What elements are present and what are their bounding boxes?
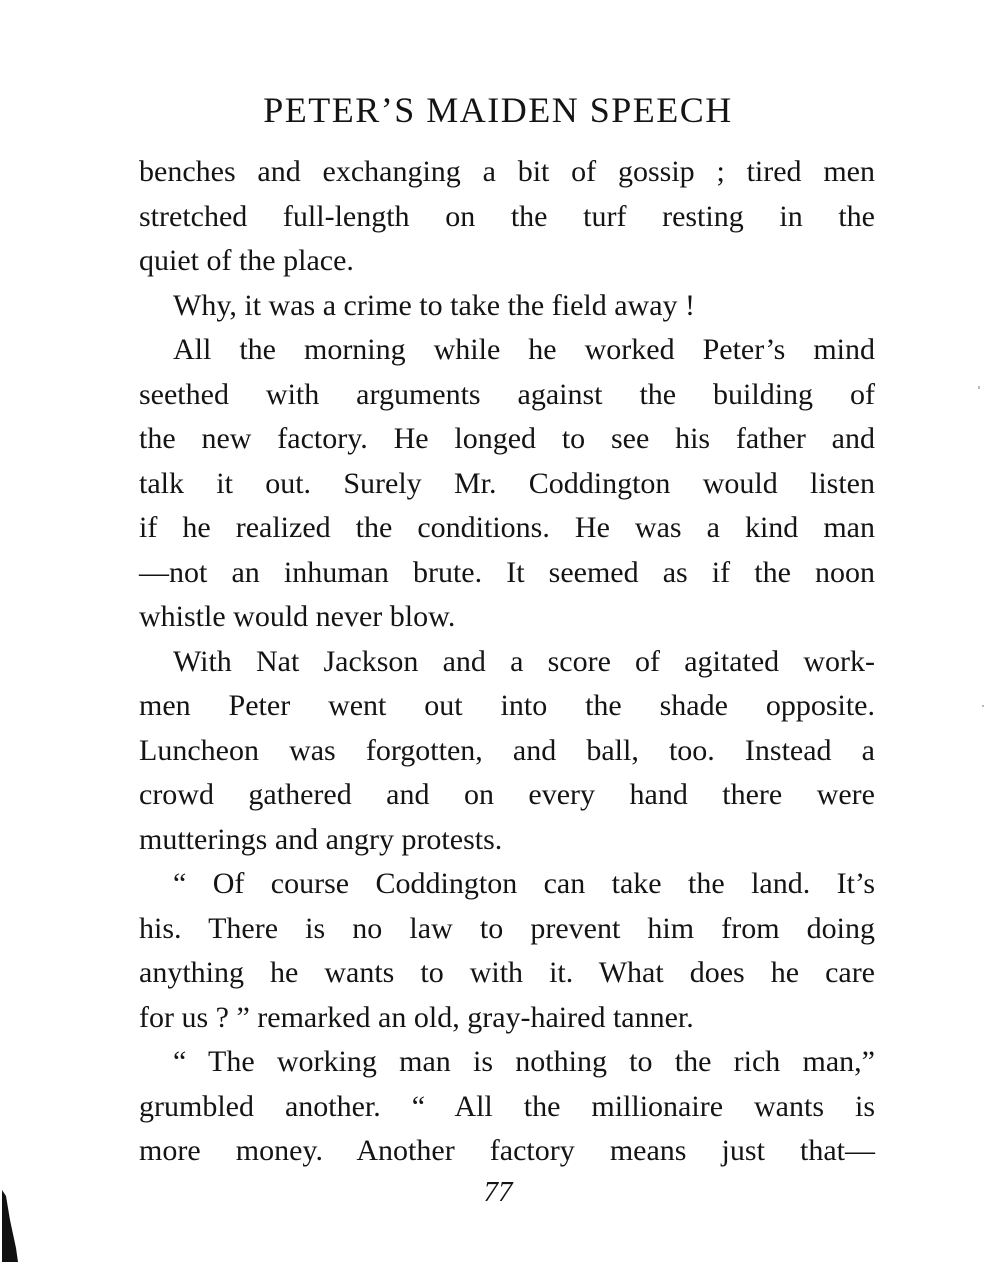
text-line: his. There is no law to prevent him from doing	[139, 911, 875, 945]
text-line: whistle would never blow.	[139, 600, 456, 633]
paragraph-1	[139, 150, 875, 284]
text-line: crowd gathered and on every hand there were	[139, 778, 875, 811]
page-number: 77	[483, 1176, 513, 1208]
paragraph-4	[139, 640, 875, 863]
running-head: PETER’S MAIDEN SPEECH	[263, 90, 733, 130]
text-line: Luncheon was forgotten, and ball, too. Instead a	[139, 733, 875, 767]
text-line: anything he wants to with it. What does he care	[139, 956, 875, 989]
text-line: men Peter went out into the shade opposite.	[139, 689, 875, 722]
scan-edge-mark	[0, 1190, 20, 1262]
text-line: —not an inhuman brute. It seemed as if the noon	[139, 555, 875, 589]
body-text	[139, 150, 875, 1174]
text-line: All the morning while he worked Peter’s mind	[173, 333, 875, 366]
text-line: quiet of the place.	[139, 244, 354, 277]
text-line: With Nat Jackson and a score of agitated work-	[173, 644, 875, 678]
paragraph-3	[139, 328, 875, 640]
text-line: Why, it was a crime to take the field away !	[173, 288, 696, 322]
text-line: “ Of course Coddington can take the land. It’s	[173, 867, 875, 900]
text-line: seethed with arguments against the building of	[139, 377, 875, 411]
text-line: mutterings and angry protests.	[139, 822, 503, 856]
scan-speck	[978, 386, 980, 389]
text-line: more money. Another factory means just that—	[139, 1134, 875, 1167]
text-line: stretched full-length on the turf resting in the	[139, 199, 875, 233]
scan-speck	[982, 705, 984, 707]
text-line: for us ? ” remarked an old, gray-haired tanner.	[139, 1000, 694, 1034]
paragraph-5	[139, 862, 875, 1040]
text-line: grumbled another. “ All the millionaire wants is	[139, 1089, 875, 1123]
paragraph-2	[139, 284, 875, 329]
text-line: the new factory. He longed to see his father and	[139, 422, 875, 455]
text-line: “ The working man is nothing to the rich man,”	[173, 1045, 875, 1078]
text-line: talk it out. Surely Mr. Coddington would listen	[139, 466, 875, 500]
text-line: benches and exchanging a bit of gossip ; tired men	[139, 155, 875, 188]
text-line: if he realized the conditions. He was a kind man	[139, 511, 875, 544]
paragraph-6	[139, 1040, 875, 1174]
